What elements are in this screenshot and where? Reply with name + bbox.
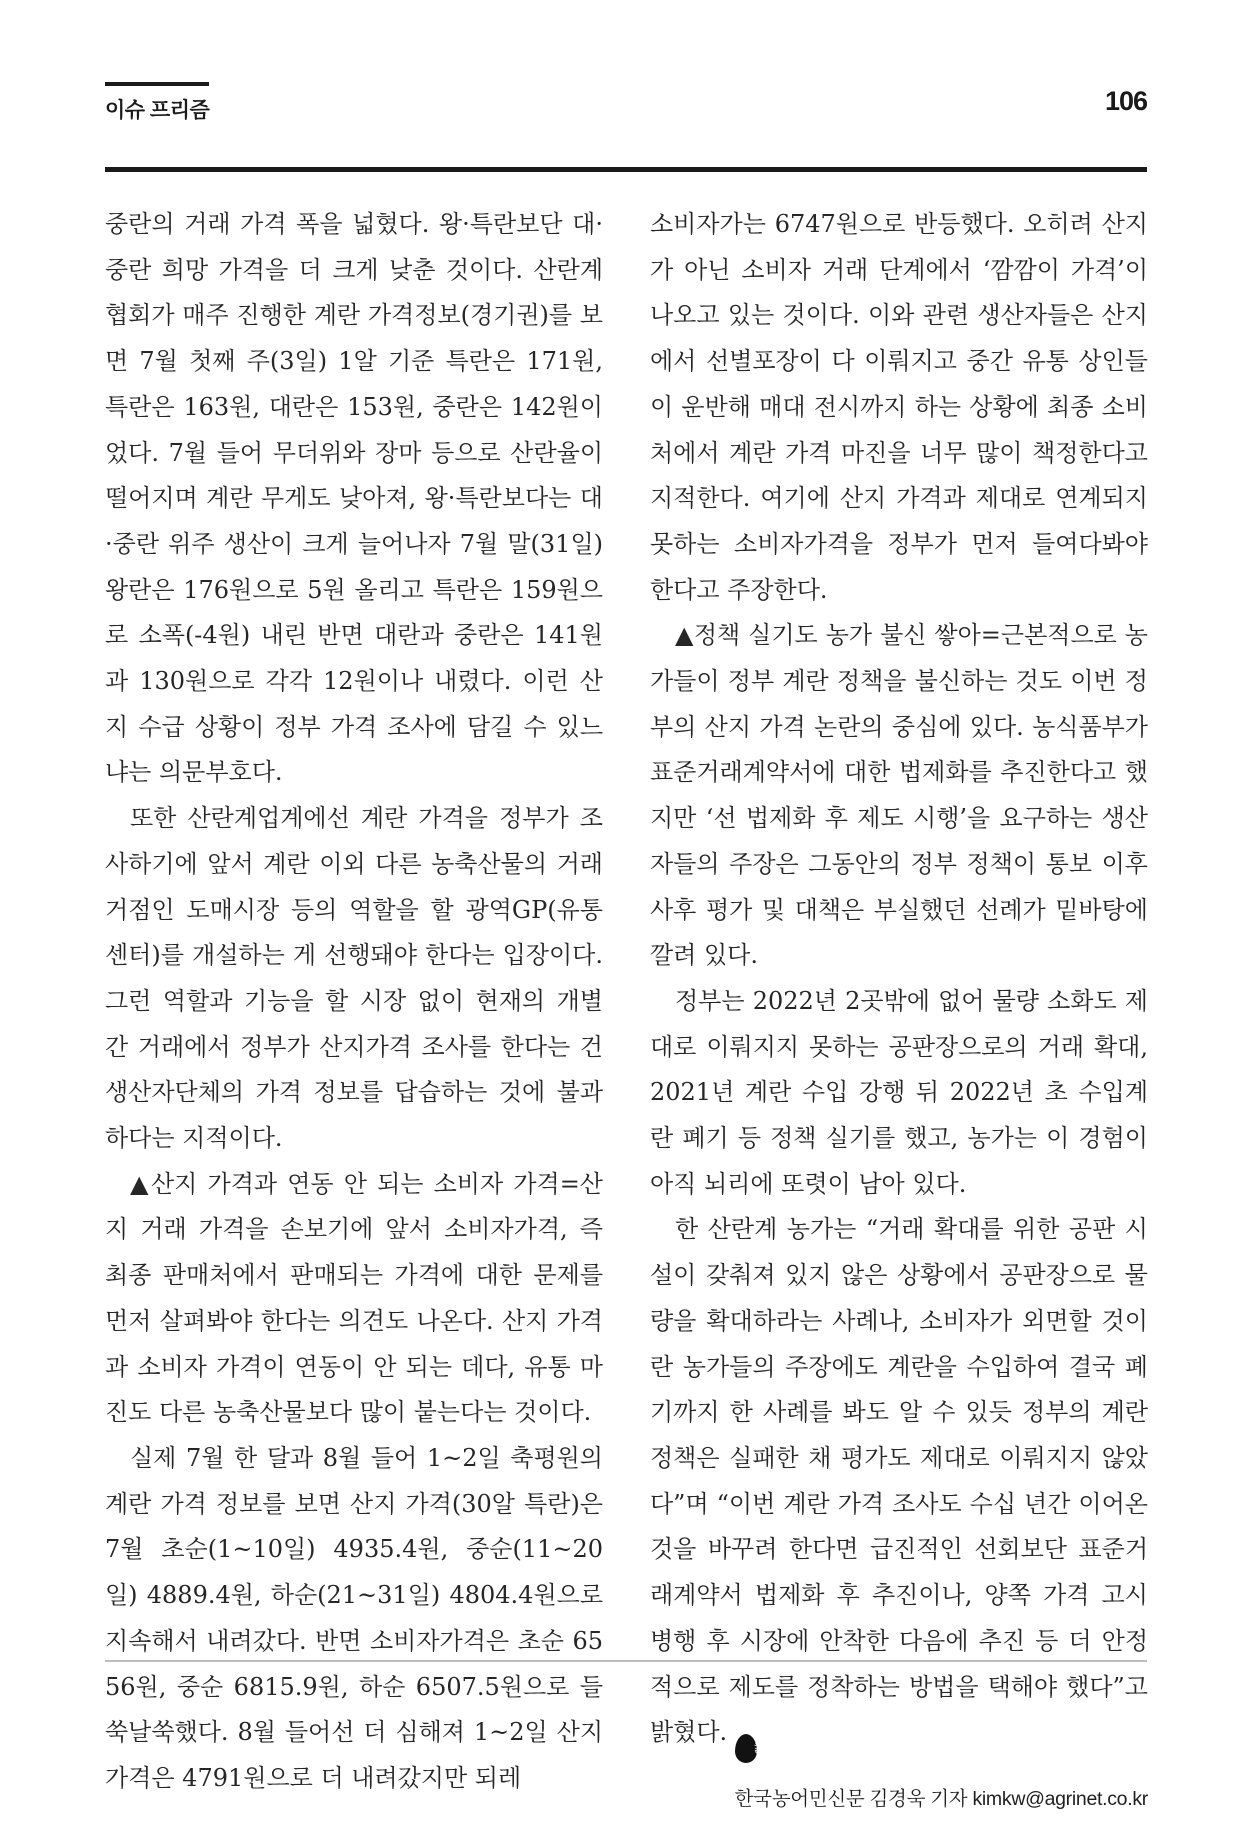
right-column [650, 202, 1148, 1822]
article-paragraph: 또한 산란계업계에선 계란 가격을 정부가 조사하기에 앞서 계란 이외 다른 농축산물의 거래 거점인 도매시장 등의 역할을 할 광역GP(유통센터)를 개설하는 게 선행돼야 한다는 입장이다. 그런 역할과 기능을 할 시장 없이 현재의 개별 간 거래에서 정부가 산지가격 조사를 한다는 건 생산자단체의 가격 정보를 답습하는 것에 불과하다는 지적이다. [105, 804, 603, 1153]
article-paragraph-text: 한 산란계 농가는 “거래 확대를 위한 공판 시설이 갖춰져 있지 않은 상황에서 공판장으로 물량을 확대하라는 사례나, 소비자가 외면할 것이란 농가들의 주장에도 계란을 수입하여 결국 폐기까지 한 사례를 봐도 알 수 있듯 정부의 계란 정책은 실패한 채 평가도 제대로 이뤄지지 않았다”며 “이번 계란 가격 조사도 수십 년간 이어온 것을 바꾸려 한다면 급진적인 선회보단 표준거래계약서 법제화 후 추진이나, 양쪽 가격 고시 병행 후 시장에 안착한 다음에 추진 등 더 안정적으로 제도를 정착하는 방법을 택해야 했다”고 밝혔다. [650, 1215, 1148, 1747]
byline: 한국농어민신문 김경욱 기자 kimkw@agrinet.co.kr [734, 1787, 1148, 1810]
article-body [105, 202, 1147, 1822]
article-paragraph: 중란의 거래 가격 폭을 넓혔다. 왕·특란보단 대·중란 희망 가격을 더 크게 낮춘 것이다. 산란계협회가 매주 진행한 계란 가격정보(경기권)를 보면 7월 첫째 주(3일) 1알 기준 특란은 171원, 특란은 163원, 대란은 153원, 중란은 142원이었다. 7월 들어 무더위와 장마 등으로 산란율이 떨어지며 계란 무게도 낮아져, 왕·특란보다는 대·중란 위주 생산이 크게 늘어나자 7월 말(31일) 왕란은 176원으로 5원 올리고 특란은 159원으로 소폭(-4원) 내린 반면 대란과 중란은 141원과 130원으로 각각 12원이나 내렸다. 이런 산지 수급 상황이 정부 가격 조사에 담길 수 있느냐는 의문부호다. [105, 210, 603, 787]
article-paragraph: ▲정책 실기도 농가 불신 쌓아=근본적으로 농가들이 정부 계란 정책을 불신하는 것도 이번 정부의 산지 가격 논란의 중심에 있다. 농식품부가 표준거래계약서에 대한 법제화를 추진한다고 했지만 ‘선 법제화 후 제도 시행’을 요구하는 생산자들의 주장은 그동안의 정부 정책이 통보 이후 사후 평가 및 대책은 부실했던 선례가 밑바탕에 깔려 있다. [650, 621, 1148, 970]
article-paragraph: 정부는 2022년 2곳밖에 없어 물량 소화도 제대로 이뤄지지 못하는 공판장으로의 거래 확대, 2021년 계란 수입 강행 뒤 2022년 초 수입계란 폐기 등 정책 실기를 했고, 농가는 이 경험이 아직 뇌리에 또렷이 남아 있다. [650, 986, 1148, 1198]
left-column [105, 202, 603, 1822]
article-paragraph [650, 1207, 1148, 1762]
page-number: 106 [1104, 86, 1147, 116]
header-rule [105, 167, 1147, 172]
page-header [105, 82, 1147, 124]
article-paragraph: ▲산지 가격과 연동 안 되는 소비자 가격=산지 거래 가격을 손보기에 앞서 소비자가격, 즉 최종 판매처에서 판매되는 가격에 대한 문제를 먼저 살펴봐야 한다는 의견도 나온다. 산지 가격과 소비자 가격이 연동이 안 되는 데다, 유통 마진도 다른 농축산물보다 많이 붙는다는 것이다. [105, 1169, 603, 1427]
footer-rule [105, 1660, 1147, 1662]
publication-end-mark-icon [735, 1734, 764, 1763]
article-paragraph: 실제 7월 한 달과 8월 들어 1~2일 축평원의 계란 가격 정보를 보면 산지 가격(30알 특란)은 7월 초순(1~10일) 4935.4원, 중순(11~20일) 4889.4원, 하순(21~31일) 4804.4원으로 지속해서 내려갔다. 반면 소비자가격은 초순 6556원, 중순 6815.9원, 하순 6507.5원으로 들쑥날쑥했다. 8월 들어선 더 심해져 1~2일 산지가격은 4791원으로 더 내려갔지만 되레 [105, 1443, 603, 1792]
section-label: 이슈 프리즘 [105, 82, 209, 124]
end-mark-text-bottom: 력 [754, 1747, 764, 1758]
article-paragraph: 소비자가는 6747원으로 반등했다. 오히려 산지가 아닌 소비자 거래 단계에서 ‘깜깜이 가격’이 나오고 있는 것이다. 이와 관련 생산자들은 산지에서 선별포장이 다 이뤄지고 중간 유통 상인들이 운반해 매대 전시까지 하는 상황에 최종 소비처에서 계란 가격 마진을 너무 많이 책정한다고 지적한다. 여기에 산지 가격과 제대로 연계되지 못하는 소비자가격을 정부가 먼저 들여다봐야 한다고 주장한다. [650, 210, 1148, 604]
end-mark-text-top: 스 [754, 1738, 764, 1749]
